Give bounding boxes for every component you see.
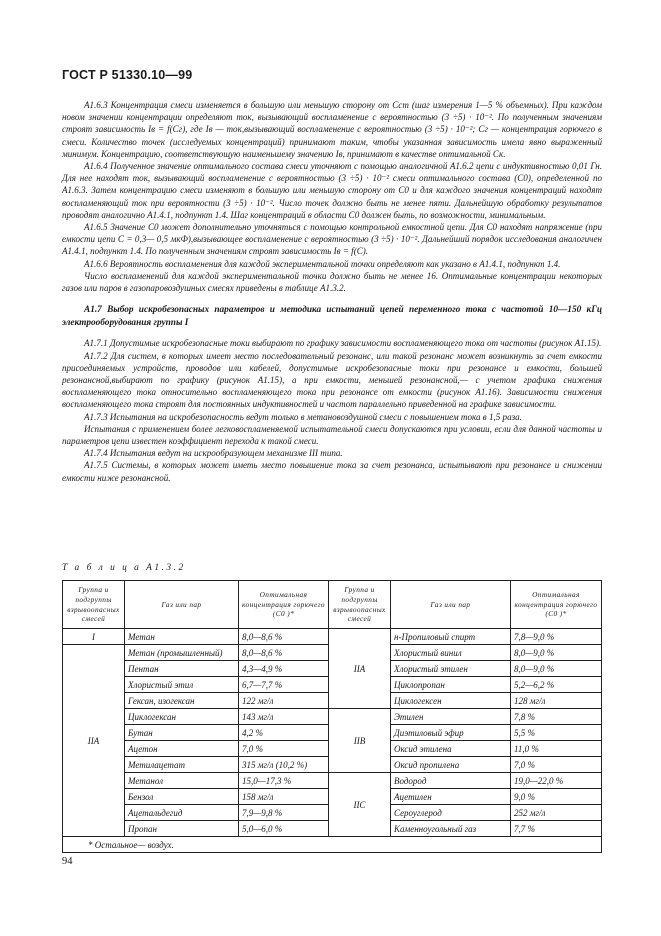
gas-cell: Циклопропан xyxy=(391,677,511,693)
paragraph-a1-6-3: А1.6.3 Концентрация смеси изменяется в большую или меньшую сторону от Сст (шаг измерения 1—5 % объемных). При каждом новом значении концентрации определяют ток, вызывающий воспламенение с вероятностью (3 ÷5) · 10⁻². По полученным значениям строят зависимость Iв = f(Сг), где Iв — ток,вызывающий воспламенение с вероятностью (3 ÷5) · 10⁻²; Сг — концентрация горючего в смеси. Количество точек (исследуемых концентраций) принимают таким, чтобы указанная зависимость имела явно выраженный минимум. Концентрацию, соответствующую наименьшему значению Iв, принимают в качестве оптимальной Ск. xyxy=(62,100,602,159)
group-cell: I xyxy=(63,629,125,645)
page-number: 94 xyxy=(62,856,73,867)
paragraph-a1-6-6: А1.6.6 Вероятность воспламенения для каждой экспериментальной точки определяют как указано в А1.4.1, подпункт 1.4. xyxy=(84,258,561,269)
conc-cell: 8,0—9,0 % xyxy=(511,661,602,677)
paragraph-test-mixture: Испытания с применением более легковоспламеняемой испытательной смеси допускаются при условии, если для данной частоты и параметров цепи известен коэффициент перехода к такой смеси. xyxy=(62,423,602,447)
conc-cell: 143 мг/л xyxy=(239,709,329,725)
gas-cell: Циклогексан xyxy=(125,709,239,725)
header-group-left: Группа и подгруппы взрывоопасных смесей xyxy=(63,581,125,629)
conc-cell: 122 мг/л xyxy=(239,693,329,709)
conc-cell: 5,5 % xyxy=(511,725,602,741)
conc-cell: 7,0 % xyxy=(511,757,602,773)
conc-cell: 5,0—6,0 % xyxy=(239,821,329,837)
conc-cell: 11,0 % xyxy=(511,741,602,757)
gas-cell: Каменноугольный газ xyxy=(391,821,511,837)
gas-cell: Метанол xyxy=(125,773,239,789)
gas-cell: Бутан xyxy=(125,725,239,741)
body-text xyxy=(62,99,602,484)
gas-cell: Хлористый этил xyxy=(125,677,239,693)
table-header-row xyxy=(63,581,602,629)
table-row xyxy=(63,629,602,645)
gas-cell: Хлористый этилен xyxy=(391,661,511,677)
paragraph-a1-7-3: А1.7.3 Испытания на искробезопасность ведут только в метановоздушной смеси с повышением тока в 1,5 раза. xyxy=(84,411,522,422)
paragraph-a1-7-1: А1.7.1 Допустимые искробезопасные токи выбирают по графику зависимости воспламеняющего тока от частоты (рисунок А1.15). xyxy=(84,338,602,349)
header-gas-right: Газ или пар xyxy=(391,581,511,629)
gas-cell: Метан (промышленный) xyxy=(125,645,239,661)
gas-cell: Циклогексен xyxy=(391,693,511,709)
group-cell: IIC xyxy=(329,773,391,837)
gas-cell: Оксид пропилена xyxy=(391,757,511,773)
gas-cell: Оксид этилена xyxy=(391,741,511,757)
conc-cell: 7,0 % xyxy=(239,741,329,757)
conc-cell: 4,3—4,9 % xyxy=(239,661,329,677)
conc-cell: 315 мг/л (10,2 %) xyxy=(239,757,329,773)
gas-cell: Пропан xyxy=(125,821,239,837)
paragraph-a1-6-5: А1.6.5 Значение С0 может дополнительно уточняться с помощью контрольной емкостной цепи. Для С0 находят напряжение (при емкости цепи С = 0,3— 0,5 мкФ),вызывающее воспламенение с вероятностью (3 ÷5) · 10⁻². Дальнейший порядок исследования аналогичен А1.4.1, подпункт 1.4. По полученным значениям строят зависимость Iв = f(С). xyxy=(62,222,602,257)
gas-cell: Водород xyxy=(391,773,511,789)
table-footnote: * Остальное— воздух. xyxy=(63,837,602,853)
gas-cell: Ацетон xyxy=(125,741,239,757)
header-gas-left: Газ или пар xyxy=(125,581,239,629)
conc-cell: 4,2 % xyxy=(239,725,329,741)
conc-cell: 8,0—8,6 % xyxy=(239,629,329,645)
gas-cell: Ацетальдегид xyxy=(125,805,239,821)
header-group-right: Группа и подгруппы взрывоопасных смесей xyxy=(329,581,391,629)
conc-cell: 9,0 % xyxy=(511,789,602,805)
conc-cell: 6,7—7,7 % xyxy=(239,677,329,693)
conc-cell: 7,9—9,8 % xyxy=(239,805,329,821)
conc-cell: 8,0—9,0 % xyxy=(511,645,602,661)
table-row xyxy=(63,773,602,789)
conc-cell: 252 мг/л xyxy=(511,805,602,821)
group-cell: IIA xyxy=(329,629,391,709)
gas-cell: Пентан xyxy=(125,661,239,677)
gas-cell: Гексан, изогексан xyxy=(125,693,239,709)
paragraph-a1-7-2: А1.7.2 Для систем, в которых имеет место последовательный резонанс, или такой резонанс может возникнуть за счет емкости присоединяемых устройств, проводов или кабелей, допустимые искробезопасные токи при резонансе и емкости, большей резонансной,выбирают по графику (рисунок А1.15), а при емкости, меньшей резонансной,— с учетом графика снижения воспламеняющего тока относительно воспламеняющего тока при резонансе от емкости (рисунок А1.16). Зависимости снижения воспламеняющего тока строят для постоянных индуктивностей и частот параллельно приведенной на графике зависимости. xyxy=(62,350,602,410)
gas-cell: н-Пропиловый спирт xyxy=(391,629,511,645)
conc-cell: 7,7 % xyxy=(511,821,602,837)
conc-cell: 7,8—9,0 % xyxy=(511,629,602,645)
conc-cell: 19,0—22,0 % xyxy=(511,773,602,789)
conc-cell: 158 мг/л xyxy=(239,789,329,805)
conc-cell: 8,0—8,6 % xyxy=(239,645,329,661)
paragraph-a1-6-4: А1.6.4 Полученное значение оптимального состава смеси уточняют с помощью аналогичной А1.6.2 цепи с индуктивностью 0,01 Гн. Для нее находят ток, вызывающий воспламенение с вероятностью (3 ÷5) · 10⁻² смеси оптимального состава (С0), определенной по А1.6.3. Затем концентрацию смеси изменяют в большую или меньшую сторону от С0 и для каждого значения концентраций находят воспламеняющий ток при вероятности (3 ÷5) · 10⁻². Число точек должно быть не менее пяти. Дальнейшую обработку результатов проводят аналогично А1.4.1, подпункт 1.4. Шаг концентраций в области С0 должен быть, по возможности, минимальным. xyxy=(62,161,602,220)
paragraph-ignition-count: Число воспламенений для каждой экспериментальной точки должно быть не менее 16. Оптимальные концентрации некоторых газов или паров в газопаровоздушных смесях приведены в таблице А1.3.2. xyxy=(62,270,602,294)
standard-header: ГОСТ Р 51330.10—99 xyxy=(62,68,193,82)
table-caption: Т а б л и ц а А1.3.2 xyxy=(62,563,186,573)
header-conc-right: Оптимальная концентрация горючего (С0 )* xyxy=(511,581,602,629)
conc-cell: 7,8 % xyxy=(511,709,602,725)
conc-cell: 5,2—6,2 % xyxy=(511,677,602,693)
gas-cell: Ацетилен xyxy=(391,789,511,805)
table-row xyxy=(63,709,602,725)
paragraph-a1-7-4: А1.7.4 Испытания ведут на искрообразующем механизме III типа. xyxy=(84,448,343,459)
paragraph-a1-7-5: А1.7.5 Системы, в которых может иметь место повышение тока за счет резонанса, испытывают при резонансе и снижении емкости ниже резонансной. xyxy=(62,460,602,483)
gas-cell: Метан xyxy=(125,629,239,645)
gas-cell: Хлористый винил xyxy=(391,645,511,661)
conc-cell: 128 мг/л xyxy=(511,693,602,709)
conc-cell: 15,0—17,3 % xyxy=(239,773,329,789)
gas-cell: Сероуглерод xyxy=(391,805,511,821)
gas-cell: Диэтиловый эфир xyxy=(391,725,511,741)
gas-cell: Метилацетат xyxy=(125,757,239,773)
gas-concentration-table xyxy=(62,580,602,853)
group-cell: IIB xyxy=(329,709,391,773)
gas-cell: Этилен xyxy=(391,709,511,725)
section-heading-a1-7: А1.7 Выбор искробезопасных параметров и методика испытаний цепей переменного тока с частотой 10—150 кГц электрооборудования группы I xyxy=(62,305,602,328)
gas-cell: Бензол xyxy=(125,789,239,805)
group-cell: IIA xyxy=(63,645,125,837)
table-footnote-row xyxy=(63,837,602,853)
header-conc-left: Оптимальная концентрация горючего (С0 )* xyxy=(239,581,329,629)
